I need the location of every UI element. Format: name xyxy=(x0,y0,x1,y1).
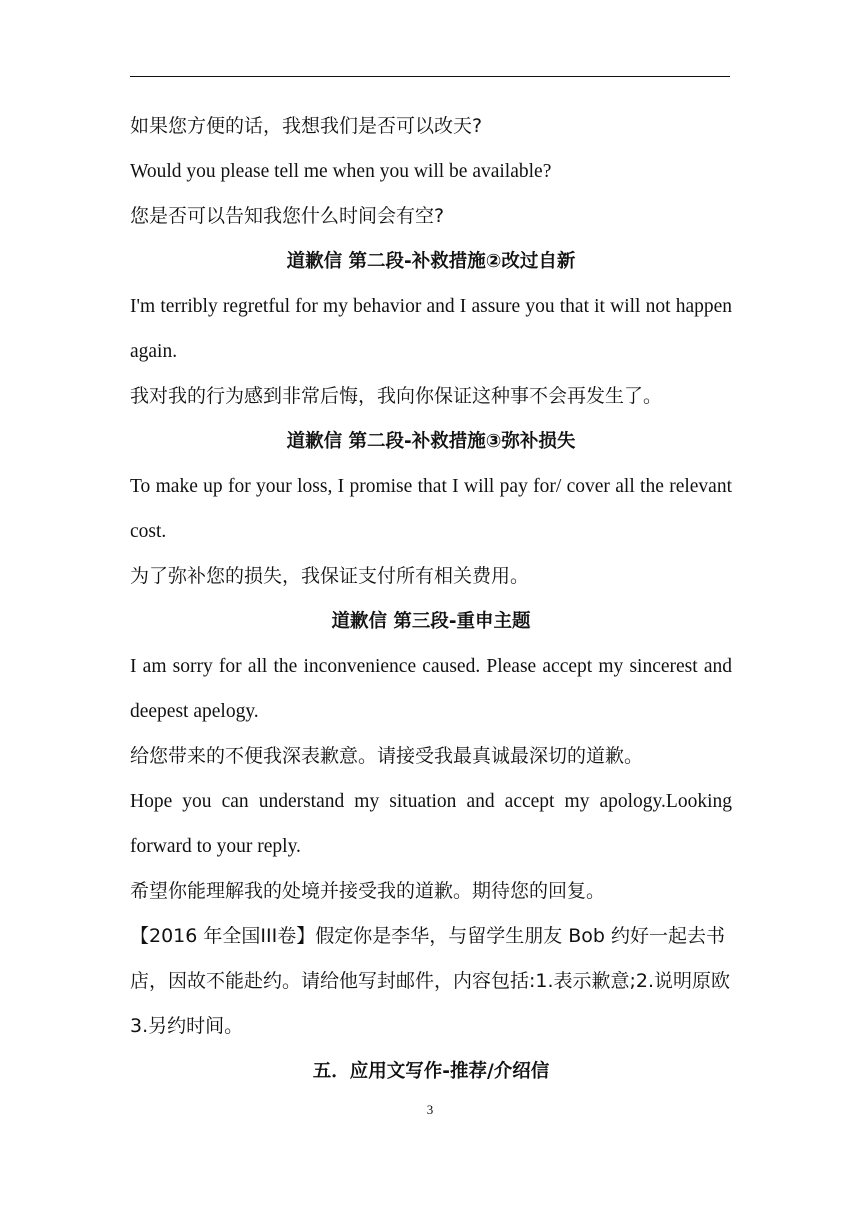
exam-task-paragraph: 【2016 年全国III卷】假定你是李华，与留学生朋友 Bob 约好一起去书店，因故不能赴约。请给他写封邮件，内容包括:1.表示歉意;2.说明原欧 3.另约时间。 xyxy=(130,925,731,1037)
cn-line-availability: 您是否可以告知我您什么时间会有空? xyxy=(130,205,445,227)
en-line-availability: Would you please tell me when you will be available? xyxy=(130,161,552,182)
section-heading-compensate: 道歉信 第二段-补救措施③弥补损失 xyxy=(286,431,576,452)
cn-line-reschedule: 如果您方便的话，我想我们是否可以改天? xyxy=(130,115,483,137)
section-heading-reform: 道歉信 第二段-补救措施②改过自新 xyxy=(286,251,576,272)
cn-line-regret: 我对我的行为感到非常后悔，我向你保证这种事不会再发生了。 xyxy=(130,385,663,407)
cn-line-understand: 希望你能理解我的处境并接受我的道歉。期待您的回复。 xyxy=(130,880,606,902)
cn-line-compensate: 为了弥补您的损失，我保证支付所有相关费用。 xyxy=(130,565,530,587)
en-paragraph-understand: Hope you can understand my situation and accept my apology.Looking forward to your reply. xyxy=(130,791,732,857)
cn-line-apology: 给您带来的不便我深表歉意。请接受我最真诚最深切的道歉。 xyxy=(130,745,644,767)
en-paragraph-compensate: To make up for your loss, I promise that I will pay for/ cover all the relevant cost. xyxy=(130,476,732,542)
page-number: 3 xyxy=(426,1102,434,1117)
en-paragraph-regret: I'm terribly regretful for my behavior and I assure you that it will not happen again. xyxy=(130,296,732,362)
page-content xyxy=(130,104,732,1094)
en-paragraph-apology: I am sorry for all the inconvenience caused. Please accept my sincerest and deepest apelogy. xyxy=(130,656,732,722)
section-heading-restate: 道歉信 第三段-重申主题 xyxy=(331,611,531,632)
section-heading-recommendation: 五．应用文写作-推荐/介绍信 xyxy=(312,1061,550,1082)
header-rule xyxy=(130,76,730,77)
